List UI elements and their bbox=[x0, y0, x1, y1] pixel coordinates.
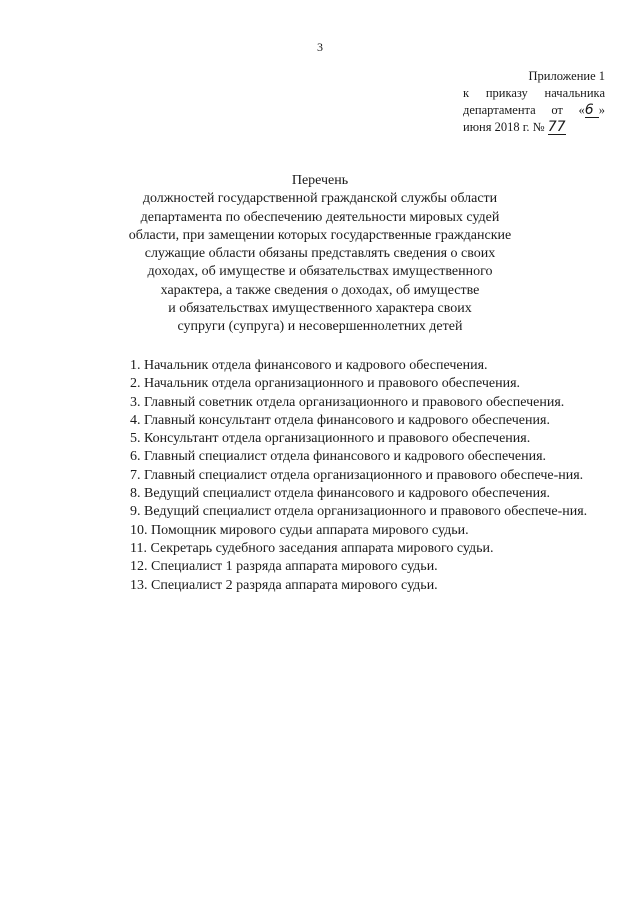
title-heading: Перечень bbox=[291, 173, 349, 188]
handwritten-day: 6 bbox=[585, 104, 599, 118]
title-line: служащие области обязаны представлять сведения о своих bbox=[144, 246, 496, 262]
appendix-order-line: к приказу начальника bbox=[463, 86, 605, 100]
list-item: 3. Главный советник отдела организационного и правового обеспечения. bbox=[130, 394, 565, 410]
title-line: должностей государственной гражданской службы области bbox=[142, 191, 498, 207]
list-item: 9. Ведущий специалист отдела организационного и правового обеспече-ния. bbox=[130, 504, 588, 520]
document-title bbox=[0, 172, 640, 337]
list-item: 12. Специалист 1 разряда аппарата мирового судьи. bbox=[130, 559, 438, 575]
list-item: 8. Ведущий специалист отдела финансового и кадрового обеспечения. bbox=[130, 486, 551, 502]
list-item: 4. Главный консультант отдела финансового и кадрового обеспечения. bbox=[130, 412, 550, 428]
list-item: 13. Специалист 2 разряда аппарата мирового судьи. bbox=[130, 577, 438, 593]
list-item: 5. Консультант отдела организационного и правового обеспечения. bbox=[130, 431, 531, 447]
appendix-date-line: июня 2018 г. № 77 bbox=[463, 119, 566, 135]
list-item: 7. Главный специалист отдела организационного и правового обеспече-ния. bbox=[130, 467, 584, 483]
list-item: 6. Главный специалист отдела финансового и кадрового обеспечения. bbox=[130, 449, 547, 465]
appendix-department-line: департамента от «6 » bbox=[463, 102, 605, 118]
list-item: 11. Секретарь судебного заседания аппарата мирового судьи. bbox=[130, 540, 494, 556]
list-item: 2. Начальник отдела организационного и правового обеспечения. bbox=[130, 376, 521, 392]
title-line: супруги (супруга) и несовершеннолетних детей bbox=[177, 319, 463, 335]
title-line: характера, а также сведения о доходах, об имуществе bbox=[160, 282, 480, 298]
handwritten-number: 77 bbox=[547, 119, 566, 135]
page-number: 3 bbox=[317, 40, 323, 54]
title-line: области, при замещении которых государственные гражданские bbox=[128, 227, 512, 243]
title-line: и обязательствах имущественного характера своих bbox=[168, 301, 472, 317]
list-item: 10. Помощник мирового судьи аппарата мирового судьи. bbox=[130, 522, 469, 538]
title-line: доходах, об имуществе и обязательствах имущественного bbox=[147, 264, 493, 280]
list-item: 1. Начальник отдела финансового и кадрового обеспечения. bbox=[130, 358, 488, 373]
title-line: департамента по обеспечению деятельности мировых судей bbox=[140, 209, 500, 225]
appendix-title: Приложение 1 bbox=[528, 69, 605, 83]
appendix-header bbox=[463, 68, 605, 136]
positions-list bbox=[90, 357, 605, 595]
